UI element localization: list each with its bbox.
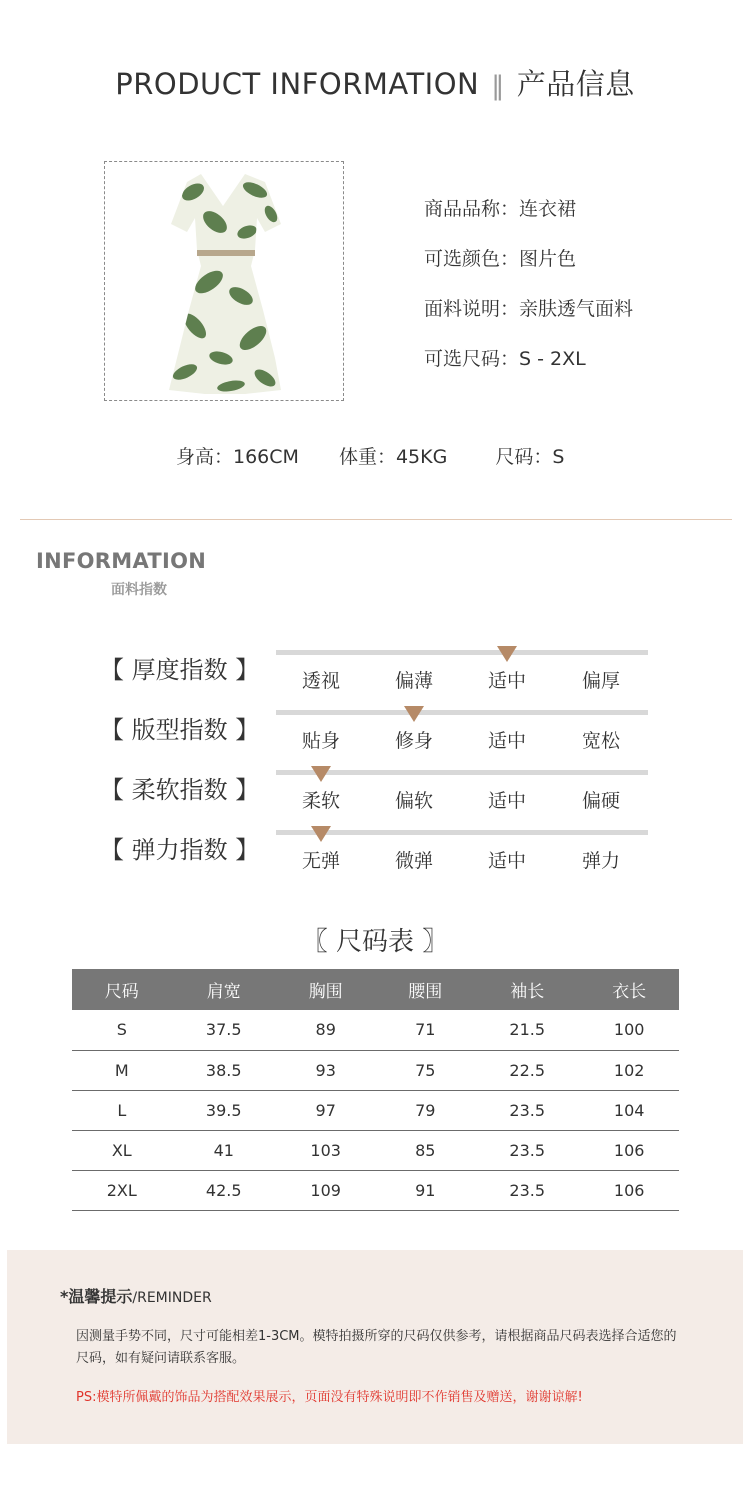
index-option: 柔软 [301,790,340,812]
model-size: 尺码：S [495,446,565,468]
table-cell: 41 [172,1130,276,1170]
index-option: 适中 [487,670,526,692]
index-scale-bar [276,650,648,655]
reminder-title: *温馨提示/REMINDER [60,1287,212,1306]
index-option: 适中 [487,790,526,812]
table-cell: M [72,1050,172,1090]
size-chart-title: 〖 尺码表 〗 [301,927,449,957]
index-marker-icon [497,646,517,662]
index-option: 偏硬 [581,790,620,812]
index-option: 微弹 [394,850,433,872]
table-cell: L [72,1090,172,1130]
index-scale-bar [276,830,648,835]
table-row [72,1010,679,1050]
table-row [72,1090,679,1130]
table-cell: 89 [276,1010,376,1050]
index-label: 【 柔软指数 】 [100,776,260,804]
table-cell: 109 [276,1170,376,1210]
table-cell: 104 [579,1090,679,1130]
table-cell: 97 [276,1090,376,1130]
table-cell: 106 [579,1170,679,1210]
information-subtitle: 面料指数 [111,582,167,598]
index-option: 贴身 [301,730,340,752]
product-spec-list [424,194,633,394]
table-cell: 102 [579,1050,679,1090]
title-separator: ‖ [491,71,505,101]
index-option: 偏软 [394,790,433,812]
header-cell: 衣长 [579,969,679,1010]
size-chart-header-row [72,969,679,1010]
spec-row-name: 商品品称：连衣裙 [424,198,577,220]
index-option: 无弹 [301,850,340,872]
index-option: 透视 [301,670,340,692]
header-cell: 袖长 [475,969,579,1010]
page-title [0,62,750,103]
model-weight: 体重：45KG [338,446,448,468]
table-cell: 79 [375,1090,475,1130]
product-image-frame [104,161,344,401]
index-label: 【 弹力指数 】 [100,836,260,864]
table-row [72,1050,679,1090]
table-cell: 38.5 [172,1050,276,1090]
table-cell: 23.5 [475,1170,579,1210]
index-option: 适中 [487,730,526,752]
table-cell: 93 [276,1050,376,1090]
header-cell: 腰围 [375,969,475,1010]
information-title: INFORMATION [36,549,207,573]
size-chart-body [72,1010,679,1210]
table-row [72,1170,679,1210]
model-info [176,442,564,469]
index-marker-icon [404,706,424,722]
table-cell: 91 [375,1170,475,1210]
header-cell: 肩宽 [172,969,276,1010]
table-cell: XL [72,1130,172,1170]
table-cell: 75 [375,1050,475,1090]
model-height: 身高：166CM [176,446,299,468]
table-cell: 21.5 [475,1010,579,1050]
index-marker-icon [311,766,331,782]
title-en: PRODUCT INFORMATION [115,67,480,101]
index-label: 【 版型指数 】 [100,716,260,744]
index-option: 弹力 [581,850,620,872]
table-cell: 100 [579,1010,679,1050]
table-cell: 103 [276,1130,376,1170]
table-cell: 2XL [72,1170,172,1210]
section-divider [20,519,732,520]
index-scale-bar [276,770,648,775]
reminder-box [7,1250,743,1444]
table-cell: S [72,1010,172,1050]
size-chart-table [72,969,679,1211]
spec-row-fabric: 面料说明：亲肤透气面料 [424,298,634,320]
table-cell: 22.5 [475,1050,579,1090]
table-cell: 39.5 [172,1090,276,1130]
table-row [72,1130,679,1170]
header-cell: 胸围 [276,969,376,1010]
dress-image [105,162,345,402]
table-cell: 23.5 [475,1090,579,1130]
reminder-ps-note: PS:模特所佩戴的饰品为搭配效果展示，页面没有特殊说明即不作销售及赠送，谢谢谅解! [76,1390,583,1405]
index-label: 【 厚度指数 】 [100,656,260,684]
spec-row-color: 可选颜色：图片色 [424,248,577,270]
table-cell: 23.5 [475,1130,579,1170]
index-scale-bar [276,710,648,715]
spec-row-size: 可选尺码：S - 2XL [424,348,586,370]
index-option: 适中 [487,850,526,872]
index-option: 宽松 [581,730,620,752]
index-option: 修身 [394,730,433,752]
index-option: 偏薄 [394,670,433,692]
table-cell: 42.5 [172,1170,276,1210]
table-cell: 37.5 [172,1010,276,1050]
table-cell: 71 [375,1010,475,1050]
index-option: 偏厚 [581,670,620,692]
table-cell: 106 [579,1130,679,1170]
reminder-text: 因测量手势不同，尺寸可能相差1-3CM。模特拍摄所穿的尺码仅供参考，请根据商品尺码表选择合适您的尺码，如有疑问请联系客服。 [76,1329,677,1366]
header-cell: 尺码 [72,969,172,1010]
index-marker-icon [311,826,331,842]
table-cell: 85 [375,1130,475,1170]
title-cn: 产品信息 [516,67,635,101]
